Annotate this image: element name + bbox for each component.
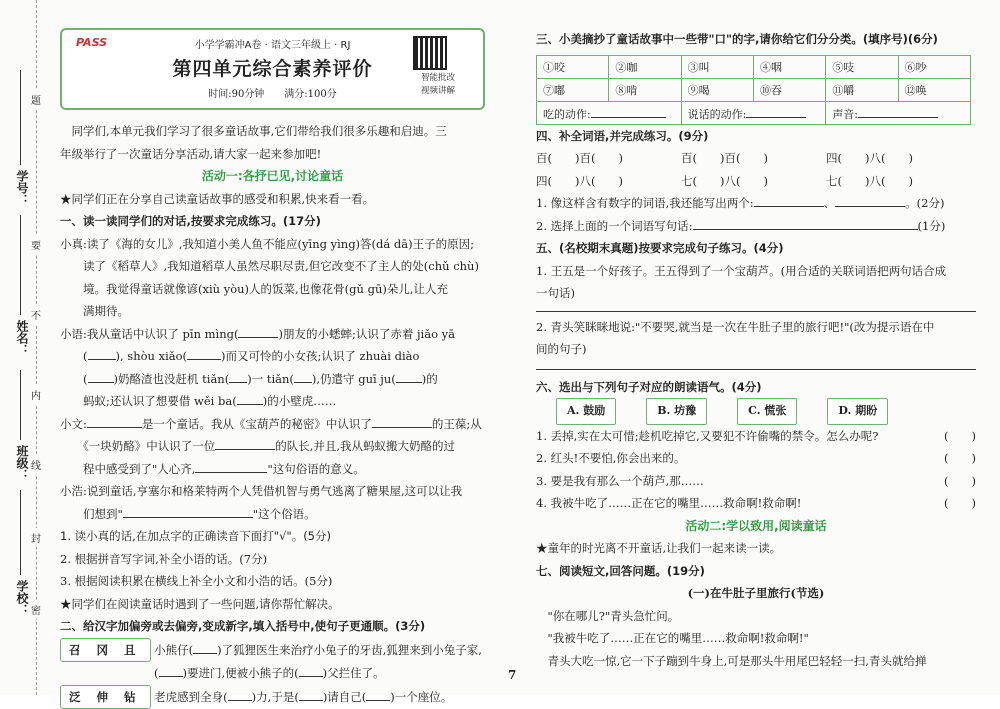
qr-caption-line: 视频讲解 xyxy=(421,85,455,98)
text-segment: )一 tiǎn( xyxy=(247,372,294,386)
dialogue-line: 小真:读了《海的女儿》,我知道小美人鱼不能应(yīng yìng)答(dá dā)王子的原因; xyxy=(60,233,485,256)
text-segment: 是一个童话。我从《宝葫芦的秘密》中认识了 xyxy=(142,417,372,431)
text-segment: 蚂蚁;还认识了想要借 wěi ba( xyxy=(60,394,237,408)
seal-char: 题 xyxy=(31,90,41,109)
text-segment: )的小壁虎…… xyxy=(263,394,337,408)
character-box: 召 冈 且 xyxy=(60,638,151,663)
text-segment: 们想到" xyxy=(60,507,123,521)
grid-cell xyxy=(826,101,971,124)
grid-cell xyxy=(537,101,682,124)
answer-blank[interactable] xyxy=(746,104,806,118)
category-label: 说话的动作: xyxy=(688,108,747,121)
dialogue-line: 读了《稻草人》,我知道稻草人虽然尽职尽责,但它改变不了主人的处(chǔ chù) xyxy=(60,255,485,278)
dialogue-line xyxy=(60,345,485,368)
seal-char: 内 xyxy=(31,385,41,404)
text-segment: 老虎感到全身( xyxy=(154,690,228,704)
grid-cell: ⑧啃 xyxy=(609,78,681,101)
tone-options xyxy=(536,398,976,425)
grid-cell: ③叫 xyxy=(681,55,753,78)
answer-line[interactable] xyxy=(536,311,976,312)
grid-cell: ②咖 xyxy=(609,55,681,78)
sub-question: 一句话) xyxy=(536,282,976,305)
dialogue-line: 小浩:说到童话,亨塞尔和格莱特两个人凭借机智与勇气逃离了糖果屋,这可以让我 xyxy=(60,480,485,503)
question-3-heading: 三、小美摘抄了童话故事中一些带"口"的字,请你给它们分分类。(填序号)(6分) xyxy=(536,28,976,51)
answer-blank[interactable] xyxy=(88,346,116,360)
seal-char: 线 xyxy=(31,455,41,474)
answer-blank[interactable] xyxy=(693,216,918,230)
text-segment: 2. 选择上面的一个词语写句话: xyxy=(536,219,693,233)
text-segment: 小熊仔( xyxy=(154,643,193,657)
answer-blank[interactable] xyxy=(228,687,252,701)
answer-paren[interactable]: ( ) xyxy=(944,492,976,515)
word-row xyxy=(536,170,976,193)
tone-sentence xyxy=(536,425,976,448)
student-id-line[interactable] xyxy=(20,70,21,165)
text-segment: 小文: xyxy=(60,417,87,431)
answer-paren[interactable]: ( ) xyxy=(944,470,976,493)
sub-question: 1. 王五是一个好孩子。王五得到了一个宝葫芦。(用合适的关联词语把两句话合成 xyxy=(536,260,976,283)
page-number: 7 xyxy=(508,668,516,682)
intro-text: 年级举行了一次童话分享活动,请大家一起来参加吧! xyxy=(60,143,485,166)
grid-cell: ④咽 xyxy=(753,55,825,78)
text-segment: 4. 我被牛吃了……正在它的嘴里……救命啊!救命啊! xyxy=(536,496,801,510)
text-segment: (1分) xyxy=(918,219,946,233)
answer-blank[interactable] xyxy=(229,369,247,383)
dialogue-line xyxy=(60,368,485,391)
answer-blank[interactable] xyxy=(591,104,666,118)
activity-two-heading: 活动二:学以致用,阅读童话 xyxy=(536,515,976,538)
character-grid xyxy=(536,55,971,125)
grid-cell: ⑥吵 xyxy=(898,55,970,78)
word-item: 百( )百( ) xyxy=(536,147,681,170)
page-title: 第四单元综合素养评价 xyxy=(62,54,483,81)
grid-cell: ⑫唤 xyxy=(898,78,970,101)
text-segment: 3. 要是我有那么一个葫芦,那…… xyxy=(536,474,704,488)
answer-blank[interactable] xyxy=(299,687,323,701)
left-column xyxy=(60,28,485,709)
word-line xyxy=(60,685,485,709)
brand-logo: PASS xyxy=(76,36,107,49)
text-segment: )父拦住了。 xyxy=(323,666,385,680)
grid-cell xyxy=(681,101,826,124)
label-name: 姓名： xyxy=(14,320,31,356)
class-line[interactable] xyxy=(20,370,21,440)
word-item: 七( )八( ) xyxy=(681,170,826,193)
text-segment: 1. 像这样含有数字的词语,我还能写出两个: xyxy=(536,196,754,210)
grid-cell: ⑦嘟 xyxy=(537,78,609,101)
passage-text: 青头大吃一惊,它一下子蹦到牛身上,可是那头牛用尾巴轻轻一扫,青头就给掸 xyxy=(536,650,976,673)
text-segment: )奶酪渣也没赶机 tiǎn( xyxy=(114,372,230,386)
answer-blank[interactable] xyxy=(396,369,422,383)
category-label: 吃的动作: xyxy=(543,108,591,121)
tone-sentence xyxy=(536,447,976,470)
word-line xyxy=(60,662,485,685)
sub-question: 间的句子) xyxy=(536,338,976,361)
qr-code-icon[interactable] xyxy=(413,36,447,70)
series-title: 小学学霸冲A卷 · 语文三年级上 · RJ xyxy=(62,36,483,51)
text-segment: 小语:我从童话中认识了 pīn mìng( xyxy=(60,327,238,341)
star-note: ★同学们正在分享自己读童话故事的感受和积累,快来看一看。 xyxy=(60,188,485,211)
answer-blank[interactable] xyxy=(88,369,114,383)
seal-char: 要 xyxy=(31,235,41,254)
word-item: 四( )八( ) xyxy=(536,170,681,193)
passage-title: (一)在牛肚子里旅行(节选) xyxy=(536,582,976,605)
sub-question: 2. 青头笑眯眯地说:"不要哭,就当是一次在牛肚子里的旅行吧!"(改为提示语在中 xyxy=(536,316,976,339)
text-segment: )朋友的小蟋蟀;认识了赤着 jiǎo yā xyxy=(278,327,455,341)
sub-question: 3. 根据阅读积累在横线上补全小文和小浩的话。(5分) xyxy=(60,570,485,593)
question-5-heading: 五、(名校期末真题)按要求完成句子练习。(4分) xyxy=(536,237,976,260)
tone-option: A. 鼓励 xyxy=(556,398,616,425)
answer-blank[interactable] xyxy=(193,640,217,654)
qr-caption xyxy=(421,72,455,98)
question-7-heading: 七、阅读短文,回答问题。(19分) xyxy=(536,560,976,583)
activity-one-heading: 活动一:各抒已见,讨论童话 xyxy=(60,165,485,188)
text-segment: ( xyxy=(60,349,88,363)
text-segment: "这个俗语。 xyxy=(253,507,316,521)
exam-info: 时间:90分钟 满分:100分 xyxy=(62,85,483,100)
name-line[interactable] xyxy=(20,215,21,315)
text-segment: 《一块奶酪》中认识了一位 xyxy=(60,439,215,453)
text-segment: 程中感受到了"人心齐, xyxy=(60,462,195,476)
answer-blank[interactable] xyxy=(372,414,432,428)
word-item: 四( )八( ) xyxy=(826,151,913,165)
dialogue-line: 境。我觉得童话就像谚(xiù yòu)人的饭菜,也像花骨(gǔ gū)朵儿,让人充 xyxy=(60,278,485,301)
grid-cell: ⑪嚼 xyxy=(826,78,898,101)
qr-caption-line: 智能批改 xyxy=(421,72,455,85)
text-segment: 的队长,并且,我从蚂蚁搬大奶酪的过 xyxy=(275,439,455,453)
tone-option: C. 慌张 xyxy=(737,398,797,425)
category-label: 声音: xyxy=(832,108,858,121)
passage-text: "你在哪儿?"青头急忙问。 xyxy=(536,605,976,628)
question-4-heading: 四、补全词语,并完成练习。(9分) xyxy=(536,125,976,148)
answer-blank[interactable] xyxy=(215,436,275,450)
answer-blank[interactable] xyxy=(754,193,824,207)
dialogue-line xyxy=(60,458,485,481)
seal-char: 密 xyxy=(31,600,41,619)
answer-blank[interactable] xyxy=(87,414,142,428)
question-6-heading: 六、选出与下列句子对应的朗读语气。(4分) xyxy=(536,376,976,399)
answer-blank[interactable] xyxy=(237,391,263,405)
text-segment: "这句俗语的意义。 xyxy=(267,462,364,476)
dialogue-line: 满期待。 xyxy=(60,300,485,323)
intro-text: 同学们,本单元我们学习了很多童话故事,它们带给我们很多乐趣和启迪。三 xyxy=(60,120,485,143)
binding-margin xyxy=(0,0,58,695)
question-1-heading: 一、读一读同学们的对话,按要求完成练习。(17分) xyxy=(60,210,485,233)
right-column xyxy=(536,28,976,672)
text-segment: )请自己( xyxy=(323,690,366,704)
grid-cell: ⑤吱 xyxy=(826,55,898,78)
grid-cell: ⑨喝 xyxy=(681,78,753,101)
label-student-id: 学号： xyxy=(14,170,31,206)
word-row xyxy=(536,147,976,170)
answer-blank[interactable] xyxy=(366,687,390,701)
word-item: 七( )八( ) xyxy=(826,174,913,188)
school-line[interactable] xyxy=(20,490,21,575)
answer-blank[interactable] xyxy=(835,193,905,207)
sub-question: 1. 像这样含有数字的词语,我还能写出两个: 、 。(2分) xyxy=(536,192,976,215)
answer-line[interactable] xyxy=(536,369,976,370)
text-segment: )的 xyxy=(422,372,438,386)
word-line xyxy=(60,638,485,663)
label-school: 学校： xyxy=(14,580,31,616)
sub-question: 2. 根据拼音写字词,补全小语的话。(7分) xyxy=(60,548,485,571)
answer-blank[interactable] xyxy=(299,663,323,677)
answer-blank[interactable] xyxy=(159,663,183,677)
tone-option: D. 期盼 xyxy=(827,398,888,425)
star-note: ★同学们在阅读童话时遇到了一些问题,请你帮忙解决。 xyxy=(60,593,485,616)
answer-blank[interactable] xyxy=(123,504,253,518)
answer-paren[interactable]: ( ) xyxy=(944,425,976,448)
exam-header xyxy=(60,28,485,110)
word-item: 百( )百( ) xyxy=(681,147,826,170)
grid-cell: ⑩吞 xyxy=(753,78,825,101)
text-segment: )力,于是( xyxy=(252,690,299,704)
character-box: 泛 伸 钻 xyxy=(60,685,151,709)
text-segment: 的王葆;从 xyxy=(432,417,482,431)
text-segment: )一个座位。 xyxy=(390,690,452,704)
text-segment: 1. 丢掉,实在太可惜;趁机吃掉它,又要犯不许偷嘴的禁令。怎么办呢? xyxy=(536,429,878,443)
dialogue-line xyxy=(60,435,485,458)
answer-blank[interactable] xyxy=(195,459,267,473)
tone-sentence xyxy=(536,492,976,515)
sub-question: 1. 读小真的话,在加点字的正确读音下面打"√"。(5分) xyxy=(60,525,485,548)
text-segment: )了狐狸医生来治疗小兔子的牙齿,狐狸来到小兔子家, xyxy=(217,643,482,657)
tone-sentence xyxy=(536,470,976,493)
text-segment: )要进门,便被小熊子的( xyxy=(183,666,299,680)
answer-blank[interactable] xyxy=(187,346,221,360)
seal-char: 不 xyxy=(31,305,41,324)
dialogue-line xyxy=(60,323,485,346)
text-segment: ), shòu xiǎo( xyxy=(116,349,188,363)
answer-blank[interactable] xyxy=(858,104,938,118)
text-segment: ),仍遣守 guī ju( xyxy=(312,372,396,386)
text-segment: ( xyxy=(60,372,88,386)
sub-question xyxy=(536,215,976,238)
answer-blank[interactable] xyxy=(294,369,312,383)
dialogue-line xyxy=(60,390,485,413)
text-segment: )而又可怜的小女孩;认识了 zhuài diào xyxy=(221,349,419,363)
answer-blank[interactable] xyxy=(238,324,278,338)
passage-text: "我被牛吃了……正在它的嘴里……救命啊!救命啊!" xyxy=(536,627,976,650)
grid-cell: ①咬 xyxy=(537,55,609,78)
dialogue-line xyxy=(60,413,485,436)
question-2-heading: 二、给汉字加偏旁或去偏旁,变成新字,填入括号中,使句子更通顺。(3分) xyxy=(60,615,485,638)
text-segment: ( xyxy=(154,666,159,680)
dialogue-line xyxy=(60,503,485,526)
tone-option: B. 坊豫 xyxy=(646,398,707,425)
text-segment: 。(2分) xyxy=(905,196,944,210)
text-segment: 2. 红头!不要怕,你会出来的。 xyxy=(536,451,685,465)
seal-char: 封 xyxy=(31,528,41,547)
answer-paren[interactable]: ( ) xyxy=(944,447,976,470)
label-class: 班级： xyxy=(14,445,31,481)
star-note: ★童年的时光离不开童话,让我们一起来读一读。 xyxy=(536,537,976,560)
